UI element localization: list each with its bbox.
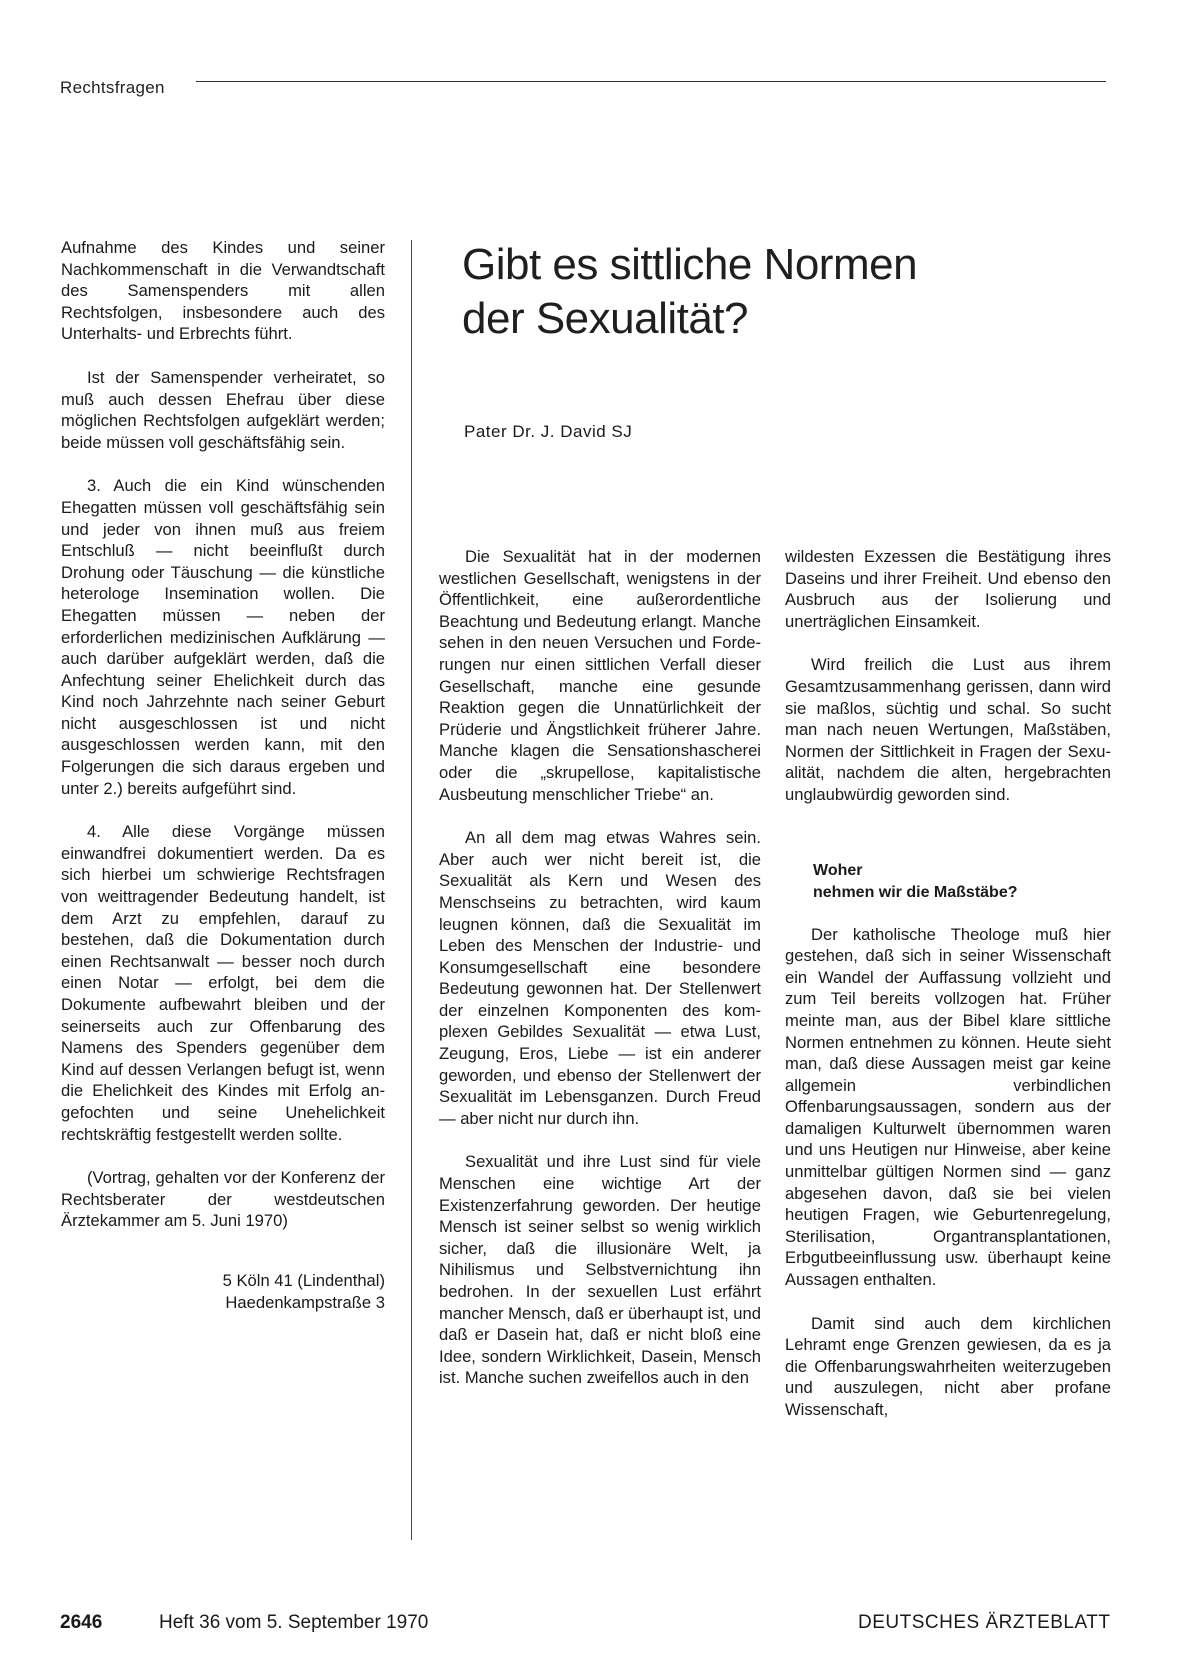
left-paragraph-3: 3. Auch die ein Kind wünschenden Ehegatten müssen voll geschäftsfähig sein und jeder von ihnen muß aus freiem Entschluß — nicht beeinflußt durch Drohung oder Täuschung — die künstliche heterologe Insemination wollen. Die Ehegatten müssen — neben der erforderlichen medizinischen Aufklärung — auch darüber aufgeklärt werden, daß die Anfechtung seiner Ehelichkeit durch das Kind noch Jahrzehnte nach seiner Geburt nicht ausgeschlossen ist und nicht ausgeschlossen werden kann, mit den Folgerungen die sich daraus ergeben und unter 2.) bereits aufgeführt sind. [61, 476, 385, 798]
address-line-1: 5 Köln 41 (Lindenthal) [222, 1270, 385, 1290]
address-line-2: Haedenkampstraße 3 [225, 1292, 385, 1312]
page-number: 2646 [60, 1612, 103, 1633]
right-paragraph-3: Der katholische Theologe muß hier gestehen, daß sich in seiner Wissenschaft ein Wandel der Auffassung vollzieht und zum Teil bereits vollzogen hat. Früher meinte man, aus der Bibel klare sittliche Normen entnehmen zu können. Heute sieht man, daß diese Aussagen meist gar keine allgemein verbindlichen Offenbarungsaussagen, sondern aus der damaligen Kulturwelt übernommen waren und uns Heutigen nur Hinweise, aber keine unmittelbar gültigen Normen sind — ganz abgesehen davon, daß sie bei vielen heutigen Fragen, wie Geburtenregelung, Sterilisation, Organtransplantationen, Erbgutbeeinflussung usw. überhaupt keine Aussagen enthalten. [785, 924, 1111, 1290]
article-title-line-2: der Sexualität? [462, 294, 749, 343]
address [61, 1270, 385, 1313]
header-rule [196, 81, 1106, 82]
right-paragraph-2: Wird freilich die Lust aus ihrem Gesamtzusammenhang gerissen, dann wird sie maßlos, süchtig und schal. So sucht man nach neuen Wertungen, Maßstäben, Normen der Sittlichkeit in Fragen der Sexualität, nachdem die alten, hergebrachten unglaubwürdig geworden sind. [785, 655, 1111, 804]
journal-name: DEUTSCHES ÄRZTEBLATT [858, 1612, 1111, 1633]
right-paragraph-1: wildesten Exzessen die Bestätigung ihres Daseins und ihrer Freiheit. Und ebenso den Ausbruch aus der Isolierung und unerträglichen Einsamkeit. [785, 547, 1111, 631]
left-paragraph-4: 4. Alle diese Vorgänge müssen einwandfrei dokumentiert werden. Da es sich hierbei um schwierige Rechtsfragen von weittragender Bedeutung handelt, ist dem Arzt zu empfehlen, darauf zu bestehen, daß die Dokumentation durch einen Rechtsanwalt — besser noch durch einen Notar — erfolgt, bei dem die Dokumente aufbewahrt bleiben und der seinerseits auch zur Offenbarung des Namens des Spenders gegenüber dem Kind auf dessen Verlangen befugt ist, wenn die Ehelichkeit des Kindes mit Erfolg angefochten und seine Unehelichkeit rechtskräftig festgestellt werden sollte. [61, 822, 385, 1144]
middle-paragraph-1: Die Sexualität hat in der modernen westlichen Gesellschaft, wenigstens in der Öffentlichkeit, eine außerordentliche Beachtung und Bedeutung erlangt. Manche sehen in den neuen Versuchen und Forderungen nur einen sittlichen Verfall dieser Gesellschaft, manche eine gesunde Reaktion gegen die Unnatürlichkeit der Prüderie und Ängstlichkeit früherer Jahre. Manche klagen die Sensationshascherei oder die „skrupellose, kapitalistische Ausbeutung menschlicher Triebe“ an. [439, 547, 761, 804]
middle-paragraph-2: An all dem mag etwas Wahres sein. Aber auch wer nicht bereit ist, die Sexualität als Kern und Wesen des Menschseins zu betrachten, wird kaum leugnen können, daß die Sexualität im Leben des Menschen der Industrie- und Konsumgesellschaft eine besondere Bedeutung gewonnen hat. Der Stellenwert der einzelnen Komponenten des komplexen Gebildes Sexualität — etwa Lust, Zeugung, Eros, Liebe — ist ein anderer geworden, und ebenso der Stellenwert der Sexualität im Lebensganzen. Durch Freud — aber nicht nur durch ihn. [439, 828, 761, 1128]
column-divider [411, 240, 412, 1540]
left-paragraph-2: Ist der Samenspender verheiratet, so muß auch dessen Ehefrau über diese möglichen Rechtsfolgen aufgeklärt werden; beide müssen voll geschäftsfähig sein. [61, 367, 385, 452]
left-paragraph-5: (Vortrag, gehalten vor der Konferenz der Rechtsberater der westdeutschen Ärztekammer am 5. Juni 1970) [61, 1168, 385, 1231]
section-subheading [813, 860, 1111, 904]
right-paragraph-4: Damit sind auch dem kirchlichen Lehramt enge Grenzen gewiesen, da es ja die Offenbarungswahrheiten weiterzugeben und auszulegen, nicht aber profane Wissenschaft, [785, 1313, 1111, 1419]
left-paragraph-1: Aufnahme des Kindes und seiner Nachkommenschaft in die Verwandtschaft des Samenspenders mit allen Rechtsfolgen, insbesondere auch des Unterhalts- und Erbrechts führt. [61, 238, 385, 344]
article-author: Pater Dr. J. David SJ [464, 422, 633, 441]
issue-info: Heft 36 vom 5. September 1970 [159, 1612, 429, 1633]
section-label: Rechtsfragen [60, 78, 165, 97]
article-title [462, 238, 1082, 346]
middle-paragraph-3: Sexualität und ihre Lust sind für viele Menschen eine wichtige Art der Existenzerfahrung geworden. Der heutige Mensch ist seiner selbst so wenig wirklich sicher, daß die illusionäre Welt, ja Nihilismus und Selbstvernichtung ihn bedrohen. In der sexuellen Lust erfährt mancher Mensch, daß er überhaupt ist, und daß er Dasein hat, daß er nicht bloß eine Idee, sondern Wirklichkeit, Dasein, Mensch ist. Manche suchen zweifellos auch in den [439, 1152, 761, 1388]
right-column [785, 546, 1111, 1421]
left-column [61, 237, 385, 1313]
middle-column [439, 546, 761, 1389]
article-title-line-1: Gibt es sittliche Normen [462, 240, 918, 289]
subheading-line-2: nehmen wir die Maßstäbe? [813, 883, 1018, 901]
subheading-line-1: Woher [813, 861, 863, 879]
